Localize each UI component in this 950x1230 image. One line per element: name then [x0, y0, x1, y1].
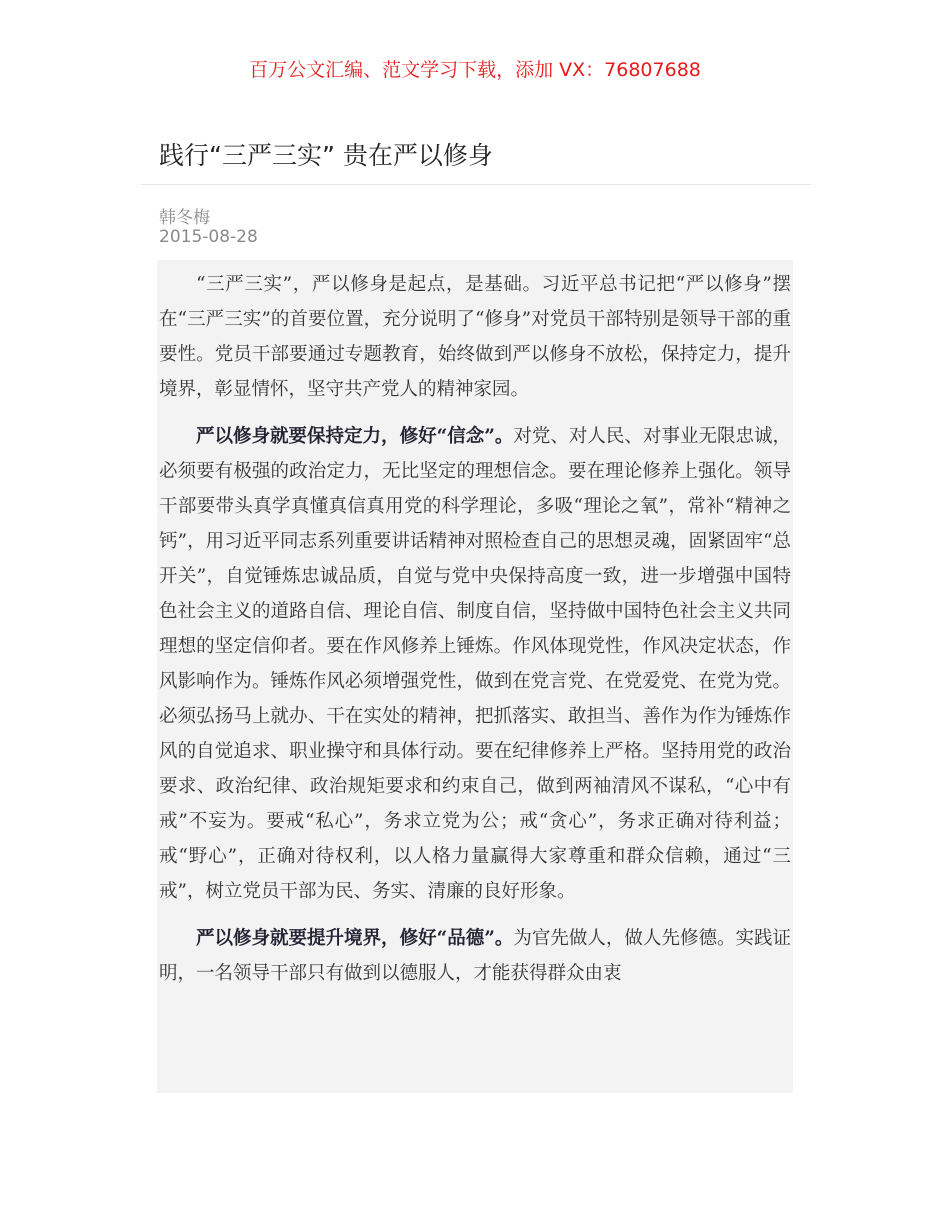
paragraph-text: 对党、对人民、对事业无限忠诚，必须要有极强的政治定力，无比坚定的理想信念。要在理论修养上强化。领导干部要带头真学真懂真信真用党的科学理论，多吸“理论之氧”，常补“精神之钙”，用习近平同志系列重要讲话精神对照检查自己的思想灵魂，固紧固牢“总开关”，自觉锤炼忠诚品质，自觉与党中央保持高度一致，进一步增强中国特色社会主义的道路自信、理论自信、制度自信，坚持做中国特色社会主义共同理想的坚定信仰者。要在作风修养上锤炼。作风体现党性，作风决定状态，作风影响作为。锤炼作风必须增强党性，做到在党言党、在党爱党、在党为党。必须弘扬马上就办、干在实处的精神，把抓落实、敢担当、善作为作为锤炼作风的自觉追求、职业操守和具体行动。要在纪律修养上严格。坚持用党的政治要求、政治纪律、政治规矩要求和约束自己，做到两袖清风不谋私，“心中有戒”不妄为。要戒“私心”，务求立党为公；戒“贪心”，务求正确对待利益；戒“野心”，正确对待权利，以人格力量赢得大家尊重和群众信赖，通过“三戒”，树立党员干部为民、务实、清廉的良好形象。 — [159, 426, 791, 902]
paragraph-lead: 严以修身就要保持定力，修好“信念”。 — [196, 426, 514, 447]
article-title: 践行“三严三实” 贵在严以修身 — [159, 141, 493, 170]
paragraph-lead: 严以修身就要提升境界，修好“品德”。 — [196, 928, 514, 949]
article-author: 韩冬梅 — [159, 208, 210, 228]
paragraph — [159, 419, 791, 909]
article-body — [157, 260, 793, 1093]
paragraph — [159, 921, 791, 991]
title-divider — [141, 184, 811, 185]
paragraph-text: 为官先做人，做人先修德。实践证明，一名领导干部只有做到以德服人，才能获得群众由衷 — [159, 928, 791, 984]
paragraph — [159, 267, 791, 407]
article-date: 2015-08-28 — [159, 227, 258, 247]
paragraph-text: “三严三实”，严以修身是起点，是基础。习近平总书记把“严以修身”摆在“三严三实”的首要位置，充分说明了“修身”对党员干部特别是领导干部的重要性。党员干部要通过专题教育，始终做到严以修身不放松，保持定力，提升境界，彰显情怀，坚守共产党人的精神家园。 — [159, 274, 791, 400]
promo-banner: 百万公文汇编、范文学习下载，添加 VX：76807688 — [249, 59, 701, 81]
